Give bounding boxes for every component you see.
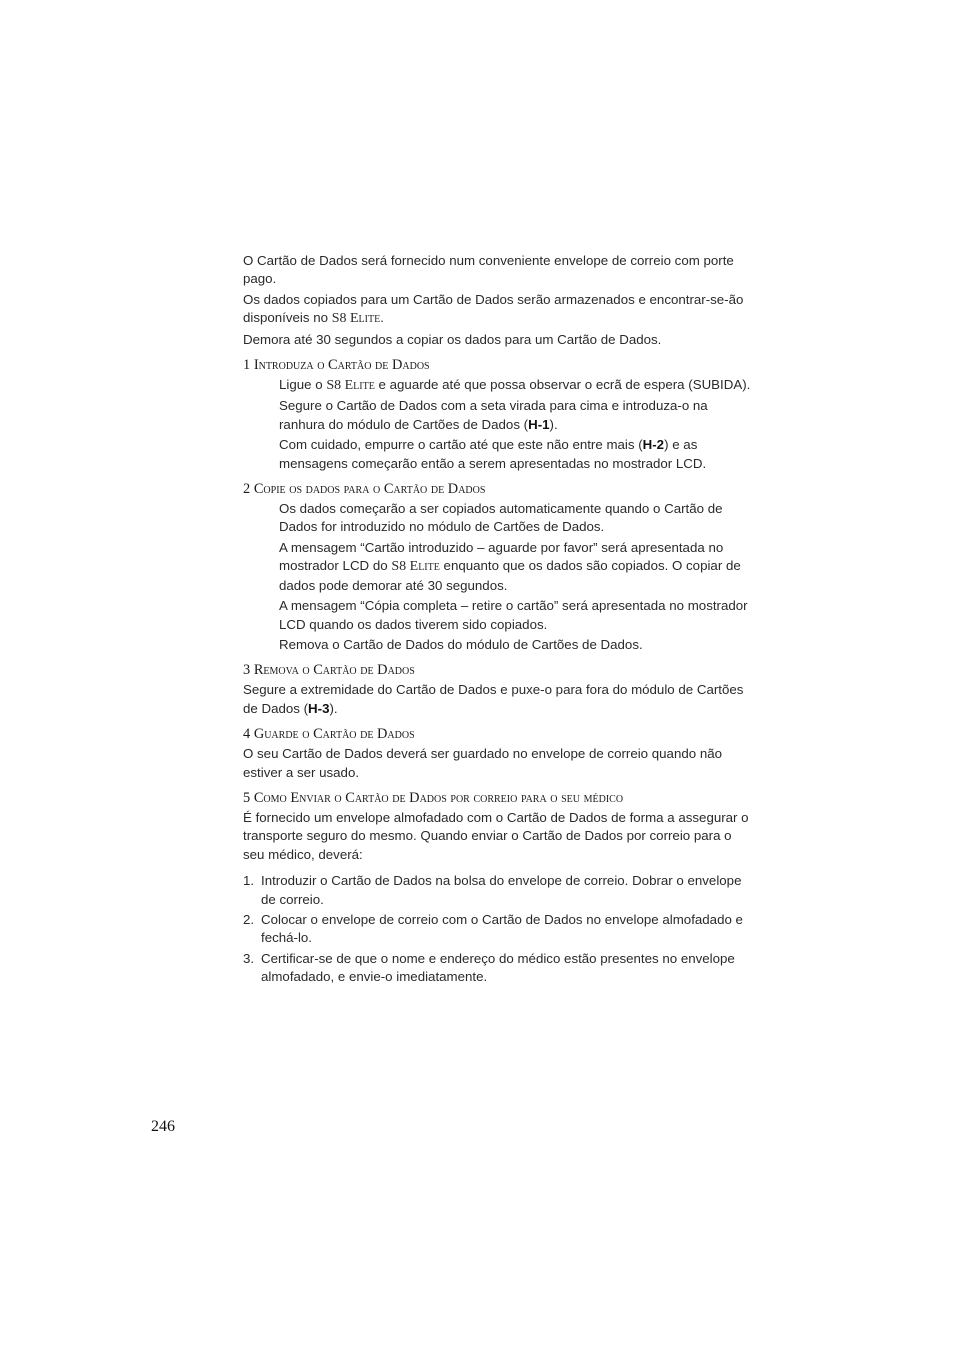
section-5-paragraph-1: É fornecido um envelope almofadado com o Cartão de Dados de forma a assegurar o transporte seguro do mesmo. Quando enviar o Cartão de Dados por correio para o seu médico, deverá:: [243, 809, 749, 862]
device-name-suffix: Elite: [409, 559, 440, 575]
intro-p2-text: Os dados copiados para um Cartão de Dados serão armazenados e encontrar-se-ão disponíveis no: [243, 291, 744, 326]
section-2-paragraph-1: Os dados começarão a ser copiados automaticamente quando o Cartão de Dados for introduzido no módulo de Cartões de Dados.: [279, 501, 723, 535]
section-5-title: Como Enviar o Cartão de Dados por correio para o seu médico: [253, 789, 624, 806]
s2p2-text-end: enquanto que os dados são copiados. O copiar de dados pode demorar até 30 segundos.: [279, 558, 741, 593]
section-4-heading: [243, 725, 755, 744]
section-1-number: 1: [243, 357, 251, 374]
section-1-body: [243, 376, 755, 473]
section-1-paragraph-1: [279, 376, 755, 395]
section-5-heading: [243, 789, 755, 808]
section-3-heading: [243, 661, 755, 680]
device-name-suffix: Elite: [350, 311, 381, 327]
s1p3-text: Com cuidado, empurre o cartão até que este não entre mais (: [279, 437, 643, 453]
device-name: [391, 559, 440, 574]
section-2-paragraph-2: [279, 539, 755, 595]
device-name-prefix: S8: [331, 311, 350, 327]
list-item-text: Introduzir o Cartão de Dados na bolsa do envelope de correio. Dobrar o envelope de correio.: [261, 873, 742, 907]
mailing-steps-list: [243, 872, 755, 986]
list-item-number: 1.: [243, 873, 255, 889]
section-4-paragraph-1: O seu Cartão de Dados deverá ser guardado no envelope de correio quando não estiver a ser usado.: [243, 746, 723, 780]
section-1-title: Introduza o Cartão de Dados: [253, 357, 430, 374]
page-body: [243, 252, 755, 989]
list-item: [243, 872, 755, 909]
device-name: [326, 378, 375, 393]
list-item-text: Certificar-se de que o nome e endereço do médico estão presentes no envelope almofadado, e envie-o imediatamente.: [261, 950, 735, 985]
device-name-prefix: S8: [391, 559, 410, 575]
device-name-suffix: Elite: [344, 378, 375, 394]
intro-paragraph-1: O Cartão de Dados será fornecido num conveniente envelope de correio com porte pago.: [243, 253, 734, 287]
s1p2-text-end: ).: [549, 416, 558, 432]
section-1-paragraph-2: [279, 397, 755, 434]
section-2-body: [243, 500, 755, 654]
s1p1-text: Ligue o: [279, 377, 327, 393]
s1p2-text: Segure o Cartão de Dados com a seta virada para cima e introduza-o na ranhura do módulo de Cartões de Dados (: [279, 398, 708, 432]
section-2-paragraph-3: A mensagem “Cópia completa – retire o cartão” será apresentada no mostrador LCD quando os dados tiverem sido copiados.: [279, 598, 748, 632]
figure-ref-h3: H-3: [308, 700, 330, 716]
section-5-number: 5: [243, 789, 251, 806]
intro-paragraph-3: Demora até 30 segundos a copiar os dados para um Cartão de Dados.: [243, 331, 662, 347]
s1p3-text-end: ) e as mensagens começarão então a serem apresentadas no mostrador LCD.: [279, 437, 707, 471]
section-1-paragraph-3: [279, 436, 755, 473]
s3p1-text: Segure a extremidade do Cartão de Dados e puxe-o para fora do módulo de Cartões de Dados (: [243, 682, 744, 716]
section-2-title: Copie os dados para o Cartão de Dados: [253, 481, 486, 498]
intro-paragraph-2: [243, 291, 755, 329]
figure-ref-h2: H-2: [642, 437, 665, 453]
list-item: [243, 950, 755, 987]
section-3-number: 3: [243, 662, 251, 679]
device-name-prefix: S8: [326, 378, 345, 394]
section-3-paragraph-1: [243, 681, 755, 718]
s1p1-text-end: e aguarde até que possa observar o ecrã de espera (SUBIDA).: [374, 377, 751, 393]
section-2-heading: [243, 480, 755, 499]
s2p2-text: A mensagem “Cartão introduzido – aguarde por favor” será apresentada no mostrador LCD do: [279, 539, 724, 574]
s3p1-text-end: ).: [329, 700, 338, 716]
page-number: 246: [151, 1118, 175, 1135]
section-3-title: Remova o Cartão de Dados: [253, 662, 415, 679]
list-item-number: 2.: [243, 911, 255, 927]
list-item-number: 3.: [243, 950, 255, 966]
intro-p2-end: .: [380, 310, 384, 326]
section-4-title: Guarde o Cartão de Dados: [253, 726, 415, 743]
list-item: [243, 911, 755, 948]
figure-ref-h1: H-1: [528, 416, 550, 432]
list-item-text: Colocar o envelope de correio com o Cartão de Dados no envelope almofadado e fechá-lo.: [261, 911, 743, 946]
section-2-number: 2: [243, 481, 251, 498]
section-2-paragraph-4: Remova o Cartão de Dados do módulo de Cartões de Dados.: [279, 636, 643, 652]
section-4-number: 4: [243, 726, 251, 743]
section-1-heading: [243, 356, 755, 375]
device-name: [332, 311, 381, 326]
